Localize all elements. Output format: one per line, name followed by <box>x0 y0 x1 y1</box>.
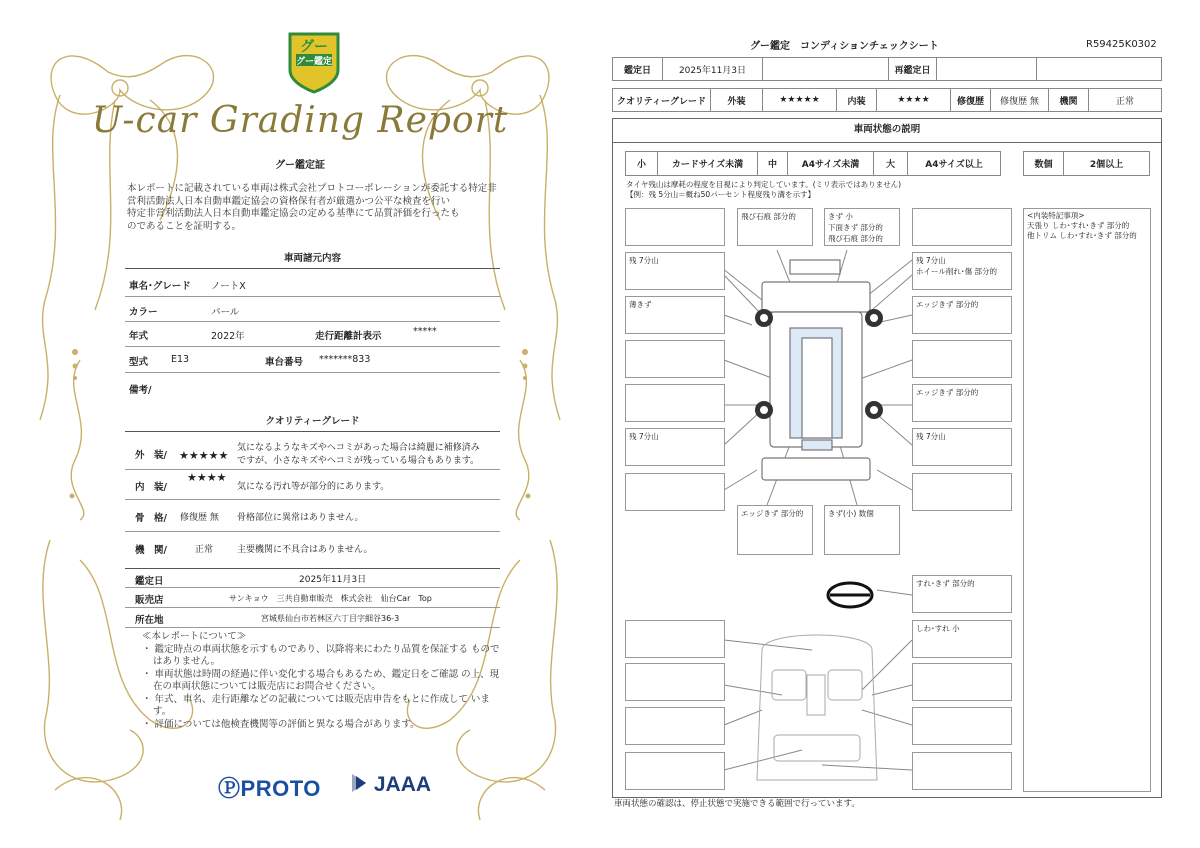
exterior-desc-2: ですが、小さなキズやヘコミが残っている場合もあります。 <box>237 456 480 466</box>
dealer-value: サンキョウ 三共自動車販売 株式会社 仙台Car Top <box>229 594 432 603</box>
about-item: ・ 鑑定時点の車両状態を示すものであり、以降将来にわたり品質を保証する ものではありません。 <box>142 643 500 667</box>
certificate-body <box>127 183 497 233</box>
condition-box <box>912 340 1012 378</box>
year-label: 年式 <box>129 331 149 342</box>
condition-box <box>912 428 1012 466</box>
interior-notes <box>1023 208 1151 792</box>
specs-section-title: 車両諸元内容 <box>125 250 500 269</box>
engine-label: 機 関/ <box>135 545 167 556</box>
size-legend-table <box>625 151 1001 176</box>
condition-box <box>912 252 1012 290</box>
condition-box <box>625 340 725 378</box>
chassis-value: *******833 <box>319 354 371 365</box>
condition-text: きず 小 <box>828 212 853 221</box>
condition-text: エッジきず 部分的 <box>916 388 979 397</box>
condition-text: 下面きず 部分的 <box>828 223 883 232</box>
body-line: のであることを証明する。 <box>127 220 242 232</box>
about-item: ・ 車両状態は時間の経過に伴い変化する場合もあるため、鑑定日をご確認 の上、現在の車両状態については販売店にお問合せください。 <box>142 668 500 692</box>
exterior-label: 外装 <box>711 89 763 112</box>
condition-box <box>912 384 1012 422</box>
quality-row-exterior <box>125 434 500 470</box>
condition-box <box>737 505 813 555</box>
condition-text: エッジきず 部分的 <box>916 300 979 309</box>
body-line: 営利活動法人日本自動車鑑定協会の資格保有者が厳選かつ公平な検査を行い <box>127 195 451 207</box>
sheet-id: R59425K0302 <box>1086 39 1157 50</box>
address-label: 所在地 <box>135 615 164 626</box>
about-item: ・ 年式、車名、走行距離などの記載については販売店申告をもとに作成して います。 <box>142 693 490 717</box>
interior-notes-line: 他トリム しわ･すれ･きず 部分的 <box>1027 231 1137 240</box>
body-line: 特定非営利活動法人日本自動車鑑定協会の定める基準にて品質評価を行ったも <box>127 208 460 219</box>
condition-box <box>912 575 1012 613</box>
condition-text: すれ･きず 部分的 <box>916 579 975 588</box>
certificate-heading: グー鑑定証 <box>275 160 325 171</box>
repair-label: 修復歴 <box>951 89 991 112</box>
legend-medium: 中 <box>758 152 788 176</box>
sheet-title: グー鑑定 コンディションチェックシート <box>750 41 939 52</box>
address-value: 宮城県仙台市若林区六丁目字細谷36-3 <box>261 614 400 623</box>
condition-text: 飛び石痕 部分的 <box>741 212 796 221</box>
condition-box <box>625 208 725 246</box>
color-value: パール <box>211 307 240 318</box>
condition-box <box>625 620 725 658</box>
quality-row-engine <box>125 532 500 564</box>
exterior-desc-1: 気になるようなキズやヘコミがあった場合は綺麗に補修済み <box>237 443 480 453</box>
steering-wheel-icon <box>828 583 872 607</box>
remarks-label: 備考/ <box>129 385 152 396</box>
condition-text: 残 7分山 <box>629 432 659 441</box>
engine-label: 機関 <box>1049 89 1089 112</box>
condition-box <box>912 620 1012 658</box>
vehicle-condition-title: 車両状態の説明 <box>612 118 1162 143</box>
condition-box <box>625 252 725 290</box>
condition-text: 飛び石痕 部分的 <box>828 234 883 243</box>
about-item: ・ 評価については他検査機関等の評価と異なる場合があります。 <box>142 718 420 730</box>
condition-box <box>625 428 725 466</box>
model-label: 型式 <box>129 357 149 368</box>
condition-text: 残 7分山 <box>916 432 946 441</box>
condition-box <box>737 208 813 246</box>
spec-row-year <box>125 322 500 347</box>
condition-box <box>625 663 725 701</box>
svg-text:グー: グー <box>300 39 328 55</box>
condition-text: エッジきず 部分的 <box>741 509 804 518</box>
condition-box <box>912 752 1012 790</box>
info-row-dealer <box>125 588 500 608</box>
exterior-stars: ★★★★★ <box>763 89 837 112</box>
interior-desc: 気になる汚れ等が部分的にあります。 <box>237 482 390 492</box>
interior-label: 内装 <box>837 89 877 112</box>
goo-kantei-badge-icon <box>284 30 344 96</box>
jaaa-logo-text: JAAA <box>373 773 432 796</box>
condition-text: 残 7分山 <box>916 256 946 265</box>
chassis-label: 車台番号 <box>265 357 304 368</box>
date-value: 2025年11月3日 <box>299 575 367 585</box>
interior-stars: ★★★★ <box>877 89 951 112</box>
condition-text: 薄きず <box>629 300 652 309</box>
mileage-value: ***** <box>413 326 437 337</box>
engine-value: 正常 <box>195 545 214 555</box>
exterior-stars: ★★★★★ <box>179 449 229 462</box>
legend-count-desc: 2個以上 <box>1064 152 1150 176</box>
legend-large-desc: A4サイズ以上 <box>908 152 1001 176</box>
info-row-address <box>125 608 500 628</box>
mileage-label: 走行距離計表示 <box>315 331 382 342</box>
legend-small-desc: カードサイズ未満 <box>658 152 758 176</box>
condition-box <box>912 296 1012 334</box>
interior-notes-line: 天張り しわ･すれ･きず 部分的 <box>1027 221 1130 230</box>
spec-row-model <box>125 347 500 373</box>
reappraisal-date-value <box>937 58 1037 81</box>
color-label: カラー <box>129 307 158 318</box>
report-script-title: U-car Grading Report <box>91 100 509 141</box>
condition-check-sheet <box>600 0 1200 848</box>
tyre-note <box>626 180 901 200</box>
frame-desc: 骨格部位に異常はありません。 <box>237 513 364 523</box>
repair-value: 修復歴 無 <box>991 89 1049 112</box>
engine-desc: 主要機関に不具合はありません。 <box>237 545 373 555</box>
condition-box <box>912 707 1012 745</box>
spec-row-name <box>125 271 500 297</box>
condition-box <box>912 663 1012 701</box>
tyre-note-line-2: 【例：残 5分山＝概ね50パーセント程度残り溝を示す】 <box>626 190 816 199</box>
interior-stars: ★★★★ <box>187 471 227 484</box>
condition-box <box>912 208 1012 246</box>
condition-box <box>625 296 725 334</box>
condition-box <box>824 505 900 555</box>
date-blank <box>763 58 889 81</box>
name-label: 車名･グレード <box>129 281 191 292</box>
appraisal-date-value: 2025年11月3日 <box>663 58 763 81</box>
body-line: 本レポートに記載されている車両は株式会社プロトコーポレーションが委託する特定非 <box>127 183 497 194</box>
condition-box <box>824 208 900 246</box>
jaaa-logo <box>350 772 431 797</box>
condition-text: 残 7分山 <box>629 256 659 265</box>
legend-count: 数個 <box>1024 152 1064 176</box>
spec-row-remarks <box>125 373 500 401</box>
reappraisal-date-label: 再鑑定日 <box>889 58 937 81</box>
condition-box <box>625 473 725 511</box>
about-report <box>142 631 500 731</box>
name-value: ノートX <box>211 281 246 292</box>
year-value: 2022年 <box>211 331 245 342</box>
grade-table <box>612 88 1162 112</box>
condition-box <box>625 752 725 790</box>
tyre-note-line-1: タイヤ残山は摩耗の程度を目視により判定しています。(ミリ表示ではありません) <box>626 180 902 189</box>
date-label: 鑑定日 <box>135 576 164 587</box>
legend-medium-desc: A4サイズ未満 <box>788 152 874 176</box>
info-row-date <box>125 568 500 588</box>
condition-box <box>625 384 725 422</box>
spec-row-color <box>125 297 500 322</box>
condition-text: しわ･すれ 小 <box>916 624 960 633</box>
legend-small: 小 <box>626 152 658 176</box>
proto-logo-text: PROTO <box>240 776 321 801</box>
badge-label: グー鑑定 <box>295 57 333 67</box>
condition-text: きず(小) 数個 <box>828 509 874 518</box>
condition-text: ホイール削れ･傷 部分的 <box>916 267 997 276</box>
appraisal-date-label: 鑑定日 <box>613 58 663 81</box>
sheet-footnote: 車両状態の確認は、停止状態で実施できる範囲で行っています。 <box>614 799 860 809</box>
count-legend-table <box>1023 151 1150 176</box>
quality-section-title: クオリティーグレード <box>125 413 500 432</box>
jaaa-emblem-icon <box>350 772 368 794</box>
quality-row-frame <box>125 500 500 532</box>
interior-notes-title: <内装特記事項> <box>1027 211 1085 220</box>
frame-value: 修復歴 無 <box>180 513 219 523</box>
condition-box <box>912 473 1012 511</box>
quality-row-interior <box>125 470 500 500</box>
engine-value: 正常 <box>1089 89 1162 112</box>
interior-label: 内 装/ <box>135 482 167 493</box>
legend-large: 大 <box>874 152 908 176</box>
exterior-label: 外 装/ <box>135 450 167 461</box>
about-title: ≪本レポートについて≫ <box>142 631 247 642</box>
date-table <box>612 57 1162 81</box>
date-blank <box>1037 58 1162 81</box>
condition-box <box>625 707 725 745</box>
frame-label: 骨 格/ <box>135 513 167 524</box>
model-value: E13 <box>171 354 190 365</box>
dealer-label: 販売店 <box>135 595 164 606</box>
proto-logo: ⓅPROTO <box>218 776 321 801</box>
quality-grade-label: クオリティーグレード <box>613 89 711 112</box>
